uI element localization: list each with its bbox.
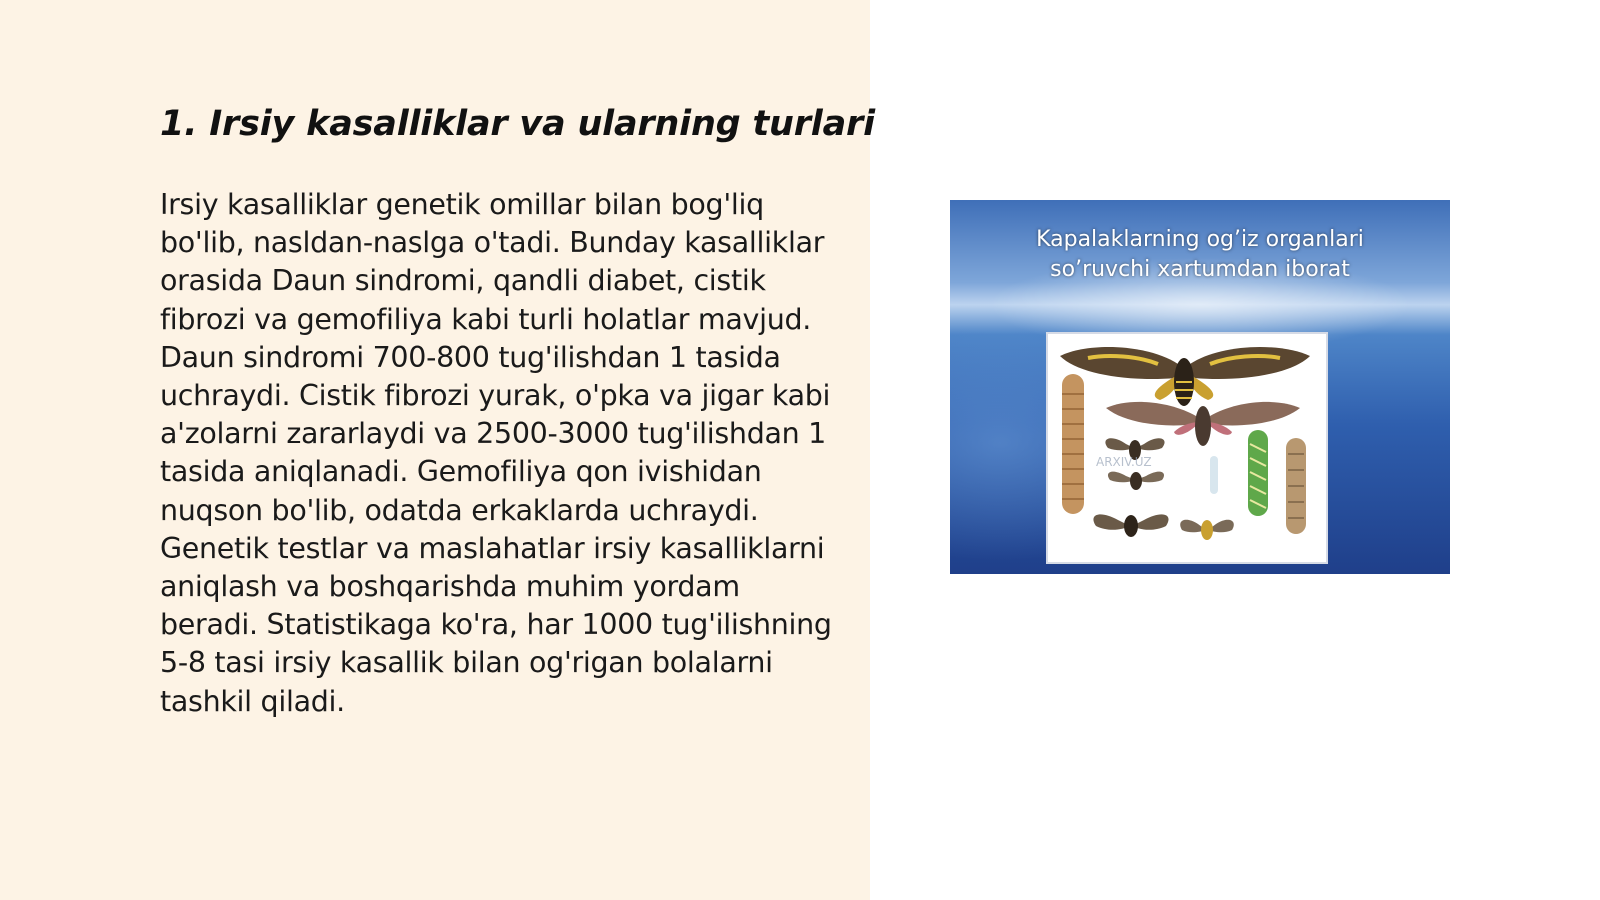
pupa-icon <box>1286 438 1306 534</box>
watermark-text: ARXIV.UZ <box>1096 455 1152 469</box>
moth-large-icon <box>1060 347 1310 406</box>
picture-caption <box>950 225 1450 285</box>
slide-title: 1. Irsiy kasalliklar va ularning turlari <box>160 104 875 144</box>
slide-body-text: Irsiy kasalliklar genetik omillar bilan bog'liq bo'lib, nasldan-naslga o'tadi. Bunday kasalliklar orasida Daun sindromi, qandli diabet, cistik fibrozi va gemofiliya kabi turli holatlar mavjud. Daun sindromi 700-800 tug'ilishdan 1 tasida uchraydi. Cistik fibrozi yurak, o'pka va jigar kabi a'zolarni zararlaydi va 2500-3000 tug'ilishdan 1 tasida aniqlanadi. Gemofiliya qon ivishidan nuqson bo'lib, odatda erkaklarda uchraydi. Genetik testlar va maslahatlar irsiy kasalliklarni aniqlash va boshqarishda muhim yordam beradi. Statistikaga ko'ra, har 1000 tug'ilishning 5-8 tasi irsiy kasallik bilan og'rigan bolalarni tashkil qiladi. <box>160 188 832 718</box>
caterpillar-left-icon <box>1062 374 1084 514</box>
cocoon-icon <box>1210 456 1218 494</box>
insect-plate-drawing <box>1048 334 1326 562</box>
caterpillar-green-icon <box>1248 430 1268 516</box>
insect-plate <box>1046 332 1328 564</box>
picture-caption-line-1: Kapalaklarning og’iz organlari <box>1036 227 1364 252</box>
picture-caption-line-2: so’ruvchi xartumdan iborat <box>1050 257 1350 282</box>
butterfly-illustration <box>950 200 1450 574</box>
moth-medium-icon <box>1106 402 1300 446</box>
